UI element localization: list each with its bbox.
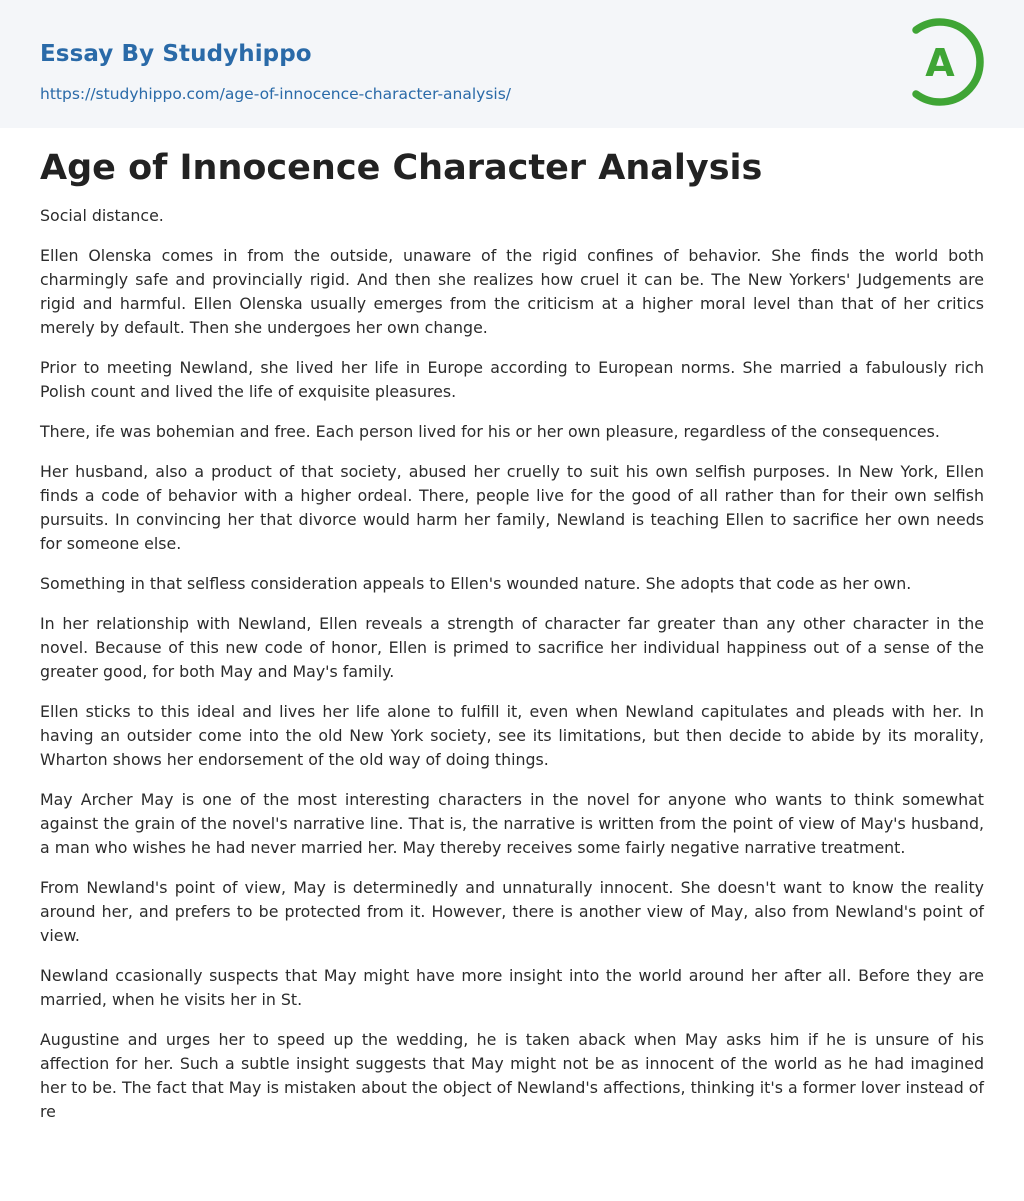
essay-paragraph: There, ife was bohemian and free. Each person lived for his or her own pleasure, regardless of the consequences.: [40, 422, 940, 441]
essay-paragraph: May Archer May is one of the most interesting characters in the novel for anyone who wants to think somewhat against the grain of the novel's narrative line. That is, the narrative is written from the point of view of May's husband, a man who wishes he had never married her. May thereby receives some fairly negative narrative treatment.: [40, 790, 984, 857]
essay-paragraph: Social distance.: [40, 206, 164, 225]
essay-paragraph: Something in that selfless consideration appeals to Ellen's wounded nature. She adopts that code as her own.: [40, 574, 912, 593]
source-url-link[interactable]: https://studyhippo.com/age-of-innocence-character-analysis/: [40, 85, 512, 103]
essay-paragraph: Prior to meeting Newland, she lived her life in Europe according to European norms. She married a fabulously rich Polish count and lived the life of exquisite pleasures.: [40, 358, 984, 401]
article: [0, 128, 1024, 1124]
essay-paragraph: Augustine and urges her to speed up the wedding, he is taken aback when May asks him if he is unsure of his affection for her. Such a subtle insight suggests that May might not be as innocent of the world as he had imagined her to be. The fact that May is mistaken about the object of Newland's affections, thinking it's a former lover instead of re: [40, 1030, 984, 1121]
essay-body: [40, 204, 984, 1124]
brand-title[interactable]: Essay By Studyhippo: [40, 41, 312, 67]
essay-paragraph: In her relationship with Newland, Ellen reveals a strength of character far greater than any other character in the novel. Because of this new code of honor, Ellen is primed to sacrifice her individual happiness out of a sense of the greater good, for both May and May's family.: [40, 614, 984, 681]
page-title: Age of Innocence Character Analysis: [40, 148, 763, 188]
logo-letter: A: [925, 41, 955, 85]
studyhippo-logo-icon[interactable]: [905, 15, 989, 109]
essay-paragraph: Her husband, also a product of that society, abused her cruelly to suit his own selfish purposes. In New York, Ellen finds a code of behavior with a higher ordeal. There, people live for the good of all rather than for their own selfish pursuits. In convincing her that divorce would harm her family, Newland is teaching Ellen to sacrifice her own needs for someone else.: [40, 462, 984, 553]
site-header: [0, 0, 1024, 128]
essay-paragraph: Ellen Olenska comes in from the outside, unaware of the rigid confines of behavior. She finds the world both charmingly safe and provincially rigid. And then she realizes how cruel it can be. The New Yorkers' Judgements are rigid and harmful. Ellen Olenska usually emerges from the criticism at a higher moral level than that of her critics merely by default. Then she undergoes her own change.: [40, 246, 984, 337]
essay-paragraph: Newland ccasionally suspects that May might have more insight into the world around her after all. Before they are married, when he visits her in St.: [40, 966, 984, 1009]
essay-paragraph: Ellen sticks to this ideal and lives her life alone to fulfill it, even when Newland capitulates and pleads with her. In having an outsider come into the old New York society, see its limitations, but then decide to abide by its morality, Wharton shows her endorsement of the old way of doing things.: [40, 702, 984, 769]
essay-paragraph: From Newland's point of view, May is determinedly and unnaturally innocent. She doesn't want to know the reality around her, and prefers to be protected from it. However, there is another view of May, also from Newland's point of view.: [40, 878, 984, 945]
